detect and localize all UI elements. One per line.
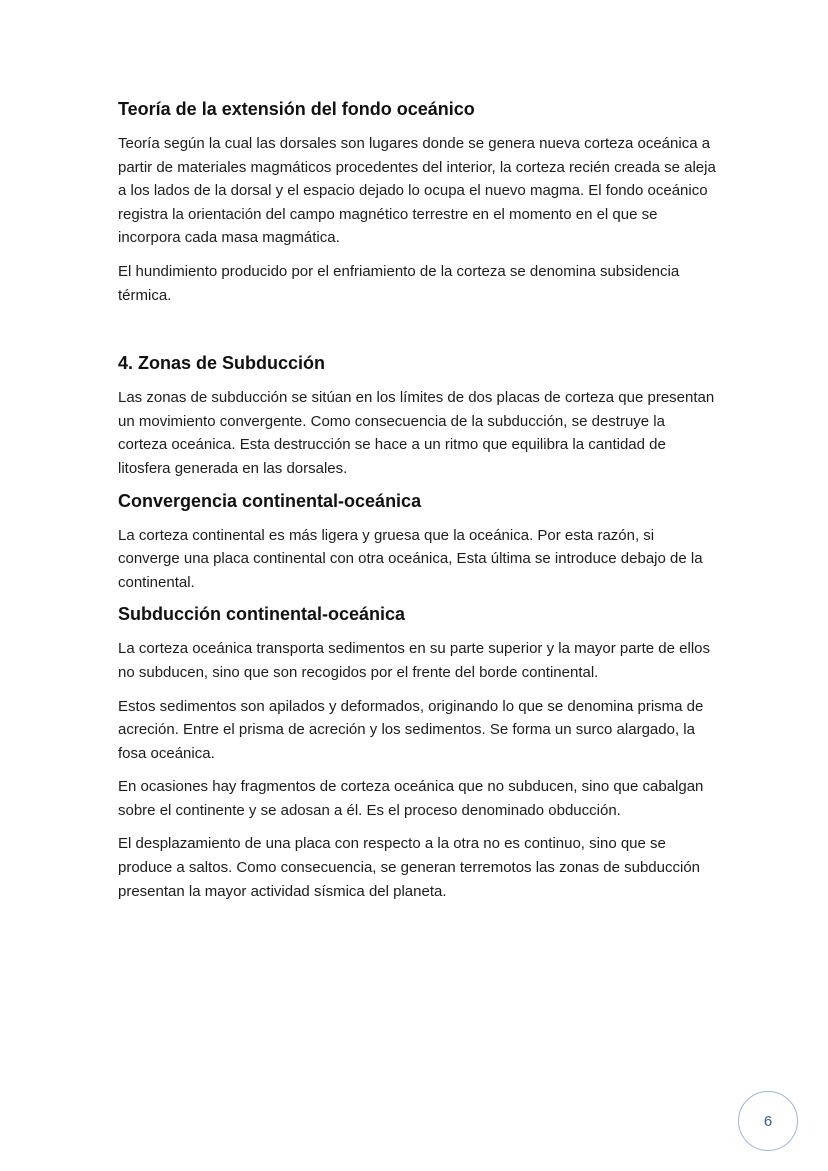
page-content [118, 96, 718, 903]
section-heading-continental-oceanic: Subducción continental-oceánica [118, 604, 406, 625]
section-heading-subduction-zones: 4. Zonas de Subducción [118, 353, 326, 374]
paragraph-extension-2: El hundimiento producido por el enfriamiento de la corteza se denomina subsidencia térmica. [118, 262, 680, 304]
page-number: 6 [738, 1091, 798, 1151]
paragraph-convergence-1: La corteza continental es más ligera y gruesa que la oceánica. Por esta razón, si converge una placa continental con otra oceánica, Esta última se introduce debajo de la continental. [118, 526, 703, 591]
section-heading-convergence: Convergencia continental-oceánica [118, 490, 422, 511]
paragraph-subduction-1: Las zonas de subducción se sitúan en los límites de dos placas de corteza que presentan un movimiento convergente. Como consecuencia de la subducción, se destruye la corteza oceánica. Esta destrucción se hace a un ritmo que equilibra la cantidad de litosfera generada en las dorsales. [118, 389, 715, 477]
paragraph-continental-oceanic-2: Estos sedimentos son apilados y deformados, originando lo que se denomina prisma de acreción. Entre el prisma de acreción y los sedimentos. Se forma un surco alargado, la fosa oceánica. [118, 697, 704, 762]
section-heading-extension: Teoría de la extensión del fondo oceánico [118, 99, 475, 119]
paragraph-continental-oceanic-3: En ocasiones hay fragmentos de corteza oceánica que no subducen, sino que cabalgan sobre el continente y se adosan a él. Es el proceso denominado obducción. [118, 778, 704, 819]
paragraph-extension-1: Teoría según la cual las dorsales son lugares donde se genera nueva corteza oceánica a partir de materiales magmáticos procedentes del interior, la corteza recién creada se aleja a los lados de la dorsal y el espacio dejado lo ocupa el nuevo magma. El fondo oceánico registra la orientación del campo magnético terrestre en el momento en el que se incorpora cada masa magmática. [118, 135, 716, 247]
paragraph-continental-oceanic-4: El desplazamiento de una placa con respecto a la otra no es continuo, sino que se produce a saltos. Como consecuencia, se generan terremotos las zonas de subducción presentan la mayor actividad sísmica del planeta. [118, 835, 701, 900]
paragraph-continental-oceanic-1: La corteza oceánica transporta sedimentos en su parte superior y la mayor parte de ellos no subducen, sino que son recogidos por el frente del borde continental. [118, 640, 710, 681]
